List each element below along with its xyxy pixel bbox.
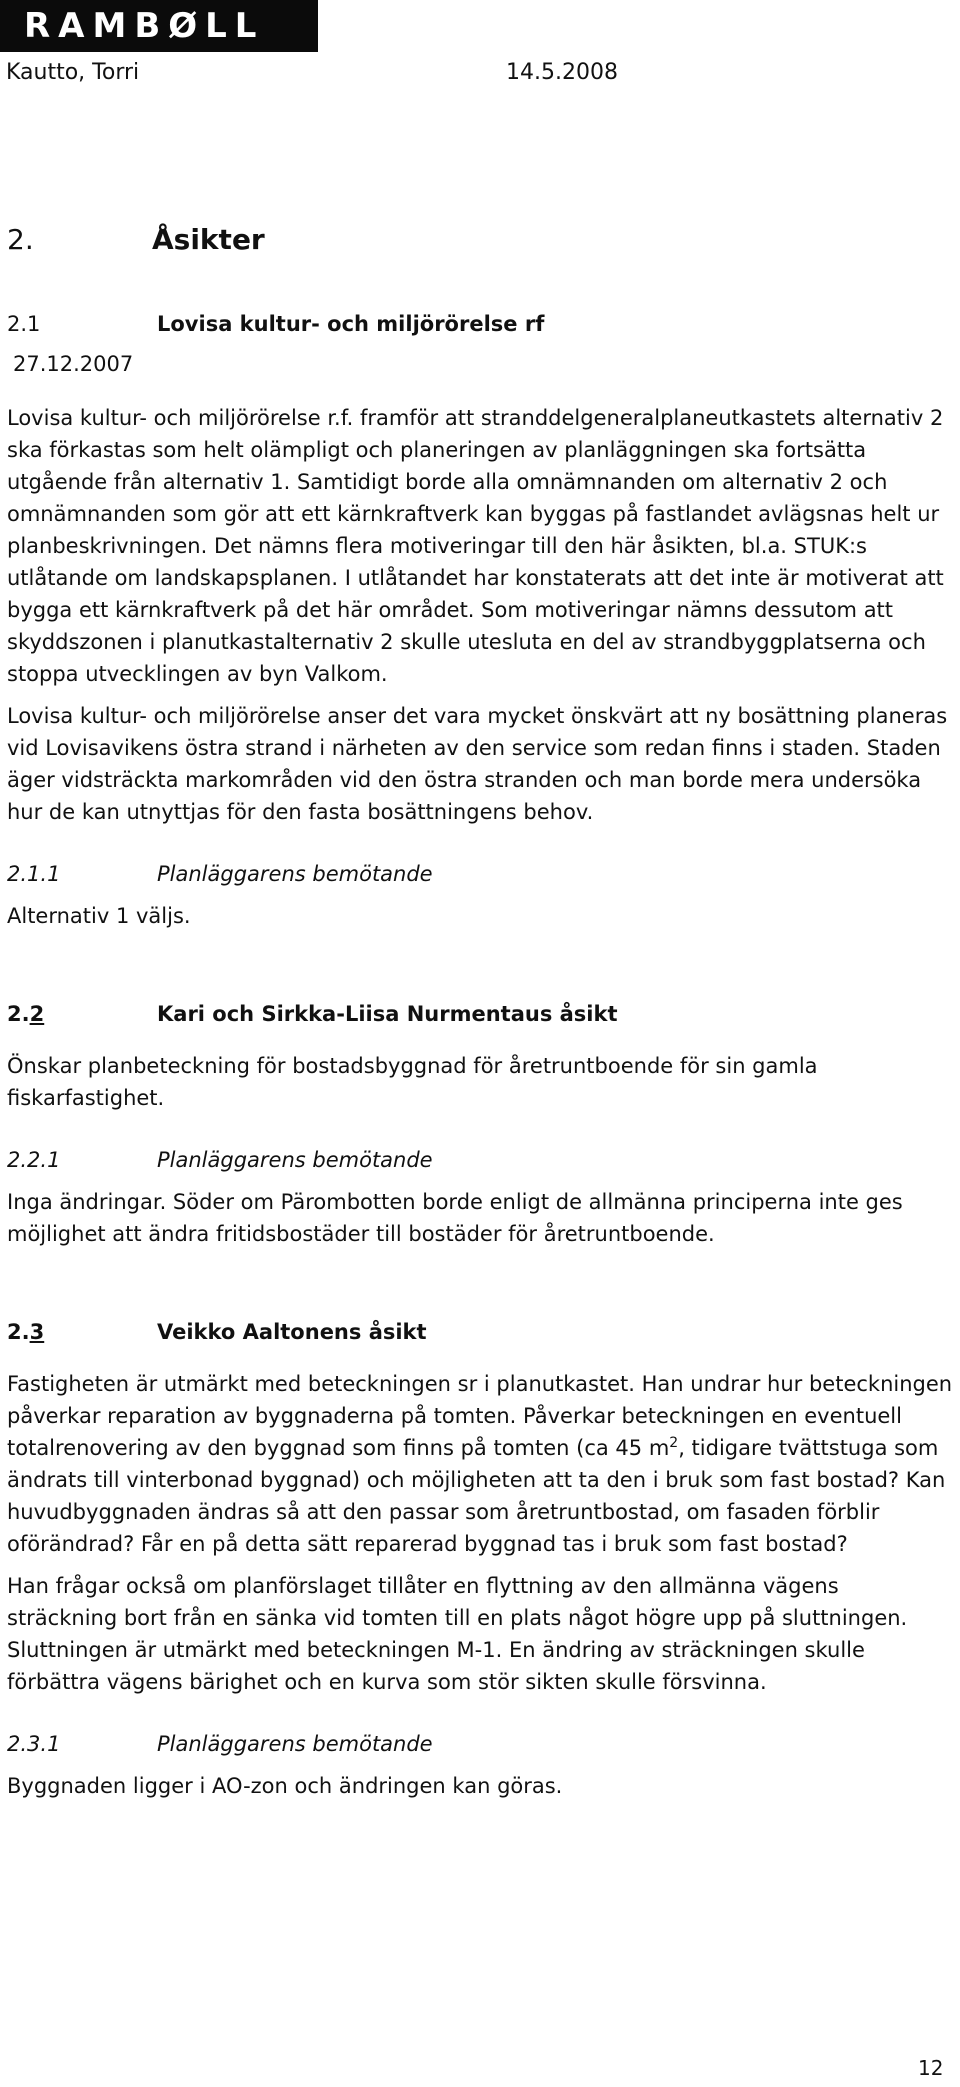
heading-2-1-date: 27.12.2007 <box>13 352 134 376</box>
heading-2-1-1-number: 2.1.1 <box>7 862 61 886</box>
heading-2-3-1-title: Planläggarens bemötande <box>157 1732 433 1756</box>
heading-2-1-1 <box>7 858 955 890</box>
header-date: 14.5.2008 <box>506 60 618 85</box>
heading-2-2-1-title: Planläggarens bemötande <box>157 1148 433 1172</box>
heading-2-2-1 <box>7 1144 955 1176</box>
section-heading <box>7 222 955 258</box>
response-2-2-1: Inga ändringar. Söder om Pärombotten borde enligt de allmänna principerna inte ges möjlighet att ändra fritidsbostäder till bostäder för åretruntboende. <box>7 1190 903 1246</box>
heading-2-2 <box>7 998 955 1030</box>
section-number: 2. <box>7 223 34 256</box>
section-title: Åsikter <box>152 223 265 256</box>
paragraph-2-3-a: Fastigheten är utmärkt med beteckningen sr i planutkastet. Han undrar hur beteckningen påverkar reparation av byggnaderna på tomten. Påverkar beteckningen en eventuell totalrenovering av den byggnad som finns på tomten (ca 45 $m^2$, tidigare tvättstuga som ändrats till vinterbonad byggnad) och möjligheten att ta den i bruk som fast bostad? Kan huvudbyggnaden ändras så att den passar som åretruntbostad, om fasaden förblir oförändrad? Får en på detta sätt reparerad byggnad tas i bruk som fast bostad? <box>7 1372 953 1556</box>
heading-2-3-title: Veikko Aaltonens åsikt <box>157 1320 427 1344</box>
ramboll-logo <box>0 0 318 52</box>
document-body <box>7 222 955 1802</box>
response-2-1-1: Alternativ 1 väljs. <box>7 904 191 928</box>
logo-text: RAMBØLL <box>24 6 265 46</box>
response-2-3-1: Byggnaden ligger i AO-zon och ändringen kan göras. <box>7 1774 563 1798</box>
heading-2-3-1-number: 2.3.1 <box>7 1732 61 1756</box>
paragraph-2-3-b: Han frågar också om planförslaget tillåter en flyttning av den allmänna vägens sträckning bort från en sänka vid tomten till en plats något högre upp på sluttningen. Sluttningen är utmärkt med beteckningen M-1. En ändring av sträckningen skulle förbättra vägens bärighet och en kurva som stör sikten skulle försvinna. <box>7 1574 908 1694</box>
heading-2-1-number: 2.1 <box>7 312 41 336</box>
page-number: 12 <box>918 2056 944 2080</box>
paragraph-2-2: Önskar planbeteckning för bostadsbyggnad för åretruntboende för sin gamla fiskarfastighet. <box>7 1054 818 1110</box>
heading-2-3-1 <box>7 1728 955 1760</box>
header-author: Kautto, Torri <box>6 60 140 85</box>
heading-2-3-number: 2.3 <box>7 1320 45 1344</box>
heading-2-1 <box>7 308 955 340</box>
heading-2-2-1-number: 2.2.1 <box>7 1148 61 1172</box>
heading-2-1-1-title: Planläggarens bemötande <box>157 862 433 886</box>
paragraph-2-1-b: Lovisa kultur- och miljörörelse anser det vara mycket önskvärt att ny bosättning planeras vid Lovisavikens östra strand i närheten av den service som redan finns i staden. Staden äger vidsträckta markområden vid den östra stranden och man borde mera undersöka hur de kan utnyttjas för den fasta bosättningens behov. <box>7 704 948 824</box>
heading-2-3 <box>7 1316 955 1348</box>
paragraph-2-1-a: Lovisa kultur- och miljörörelse r.f. framför att stranddelgeneralplaneutkastets alternativ 2 ska förkastas som helt olämpligt och planeringen av planläggningen ska fortsätta utgående från alternativ 1. Samtidigt borde alla omnämnanden om alternativ 2 och omnämnanden som gör att ett kärnkraftverk kan byggas på fastlandet avlägsnas helt ur planbeskrivningen. Det nämns flera motiveringar till den här åsikten, bl.a. STUK:s utlåtande om landskapsplanen. I utlåtandet har konstaterats att det inte är motiverat att bygga ett kärnkraftverk på det här området. Som motiveringar nämns dessutom att skyddszonen i planutkastalternativ 2 skulle utesluta en del av strandbyggplatserna och stoppa utvecklingen av byn Valkom. <box>7 406 944 686</box>
heading-2-1-title: Lovisa kultur- och miljörörelse rf <box>157 312 545 336</box>
heading-2-2-title: Kari och Sirkka-Liisa Nurmentaus åsikt <box>157 1002 618 1026</box>
heading-2-2-number: 2.2 <box>7 1002 45 1026</box>
